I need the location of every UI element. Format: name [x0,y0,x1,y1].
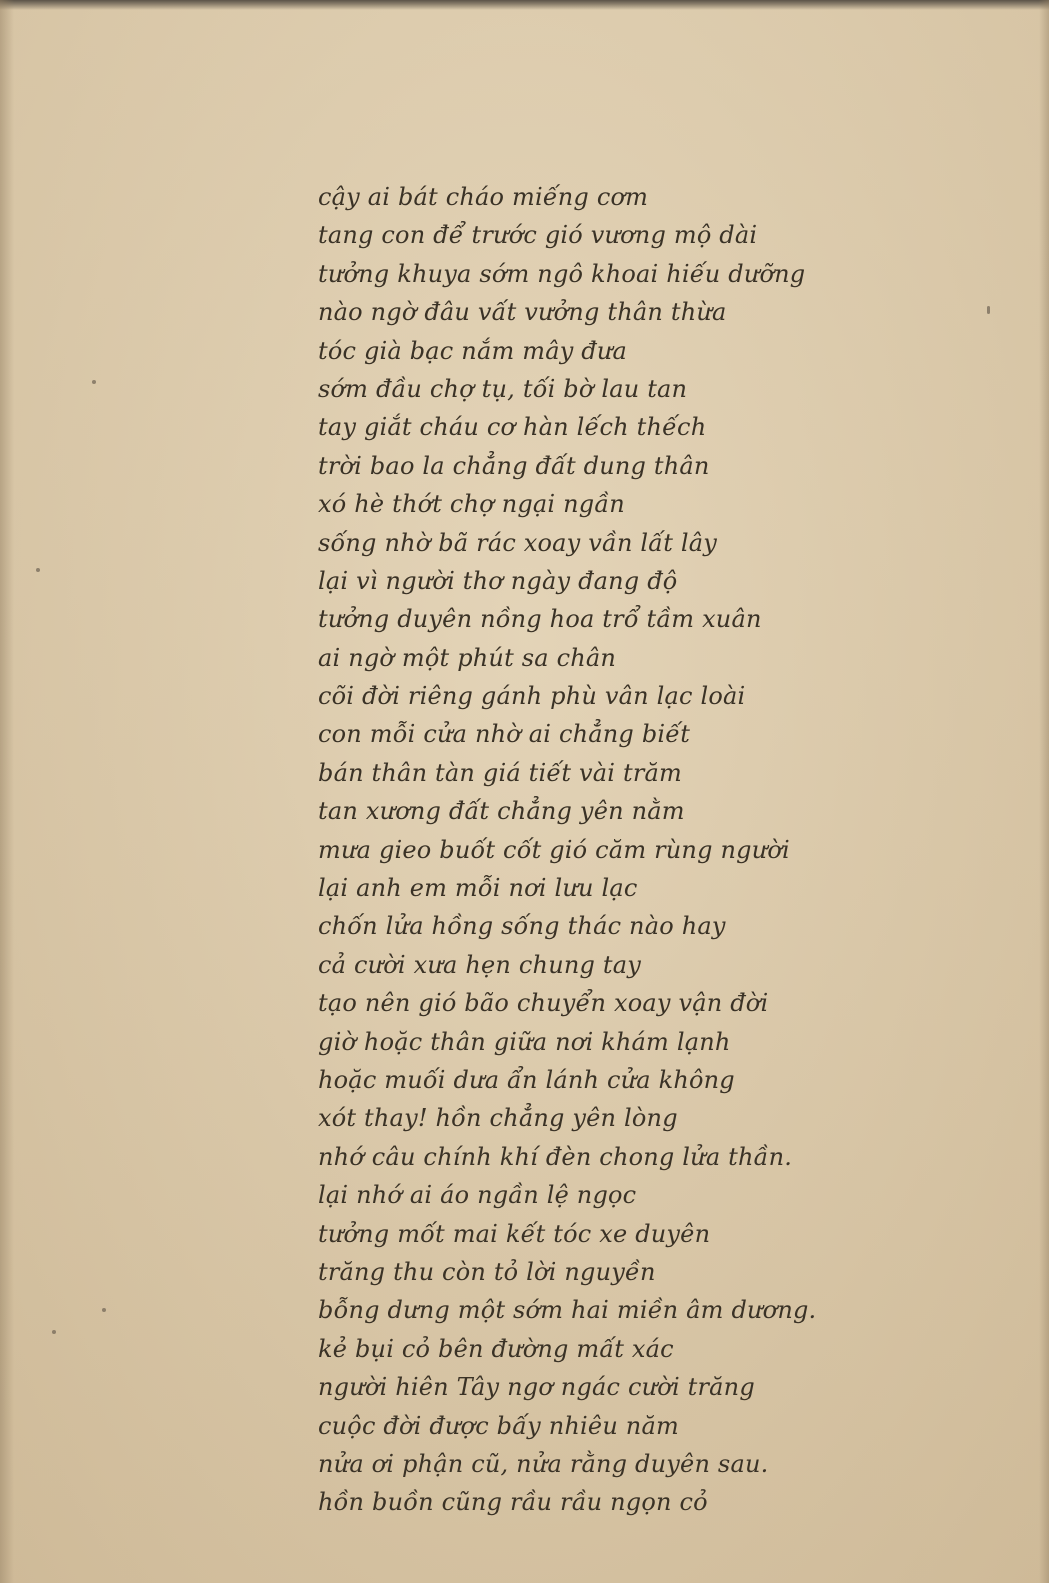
poem-line: tưởng khuya sớm ngô khoai hiếu dưỡng [318,259,806,288]
poem-line: tưởng mốt mai kết tóc xe duyên [318,1219,711,1248]
poem-line: ai ngờ một phút sa chân [318,643,617,672]
poem-line: bỗng dưng một sớm hai miền âm dương. [318,1296,817,1325]
paper-speck [52,1330,56,1334]
poem-line: tang con để trước gió vương mộ dài [318,221,758,250]
poem-line: xó hè thớt chợ ngại ngần [318,490,625,519]
page-left-edge [0,0,14,1583]
poem-line: cậy ai bát cháo miếng cơm [318,183,649,211]
poem-text [318,178,878,1528]
poem-line: hồn buồn cũng rầu rầu ngọn cỏ [318,1488,708,1517]
poem-line: tóc già bạc nắm mây đưa [318,336,628,365]
poem-line: cõi đời riêng gánh phù vân lạc loài [318,682,746,711]
poem-line: mưa gieo buốt cốt gió căm rùng người [318,835,790,864]
poem-line: nhớ câu chính khí đèn chong lửa thần. [318,1142,793,1171]
poem-line: con mỗi cửa nhờ ai chẳng biết [318,720,691,749]
page-right-edge [1039,0,1049,1583]
page-top-edge [0,0,1049,10]
poem-line: nào ngờ đâu vất vưởng thân thừa [318,298,727,327]
poem-line: chốn lửa hồng sống thác nào hay [318,912,726,941]
poem-line: tạo nên gió bão chuyển xoay vận đời [318,989,769,1018]
poem-line: trời bao la chẳng đất dung thân [318,451,710,480]
poem-line: tan xương đất chẳng yên nằm [318,797,685,826]
paper-speck [102,1308,106,1312]
poem-line: nửa ơi phận cũ, nửa rằng duyên sau. [318,1449,769,1478]
poem-line: lại vì người thơ ngày đang độ [318,566,678,595]
poem-line: lại anh em mỗi nơi lưu lạc [318,874,638,903]
poem-line: sống nhờ bã rác xoay vần lất lây [318,528,718,557]
poem-line: trăng thu còn tỏ lời nguyền [318,1257,656,1286]
poem-line: người hiên Tây ngơ ngác cười trăng [318,1373,755,1402]
poem-line: xót thay! hồn chẳng yên lòng [318,1104,678,1133]
poem-line: hoặc muối dưa ẩn lánh cửa không [318,1065,735,1094]
poem-line: tay giắt cháu cơ hàn lếch thếch [318,413,707,442]
poem-line: lại nhớ ai áo ngần lệ ngọc [318,1181,637,1210]
poem-line: tưởng duyên nồng hoa trổ tầm xuân [318,605,762,634]
paper-speck [92,380,96,384]
paper-speck [36,568,40,572]
poem-line: sớm đầu chợ tụ, tối bờ lau tan [318,374,688,403]
paper-speck [987,306,990,314]
poem-line: cả cười xưa hẹn chung tay [318,950,642,979]
poem-line: cuộc đời được bấy nhiêu năm [318,1411,679,1440]
poem-line: bán thân tàn giá tiết vài trăm [318,758,682,787]
poem-line: giờ hoặc thân giữa nơi khám lạnh [318,1027,731,1056]
poem-line: kẻ bụi cỏ bên đường mất xác [318,1334,674,1363]
